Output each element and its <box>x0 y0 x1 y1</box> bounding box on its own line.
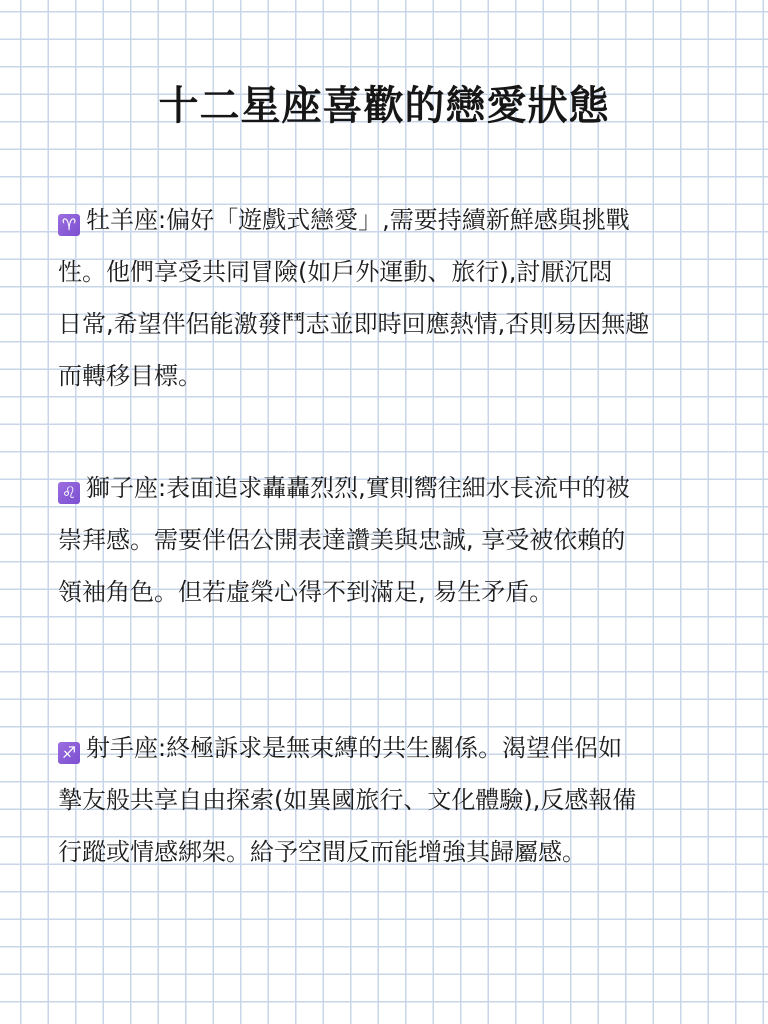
text-line: 摯友般共享自由探索(如異國旅行、文化體驗),反感報備 <box>58 786 637 814</box>
section-text: 獅子座:表面追求轟轟烈烈,實則嚮往細水長流中的被 <box>86 474 630 502</box>
section-sagittarius <box>58 722 718 878</box>
text-line: 崇拜感。需要伴侶公開表達讚美與忠誠, 享受被依賴的 <box>58 526 626 554</box>
leo-icon: ♌ <box>58 482 80 504</box>
sagittarius-icon: ♐ <box>58 742 80 764</box>
text-line <box>58 462 718 514</box>
page-title: 十二星座喜歡的戀愛狀態 <box>158 83 610 129</box>
text-line <box>58 194 718 246</box>
text-line: 性。他們享受共同冒險(如戶外運動、旅行),討厭沉悶 <box>58 258 613 286</box>
text-line <box>58 722 718 774</box>
section-text: 牡羊座:偏好「遊戲式戀愛」,需要持續新鮮感與挑戰 <box>86 206 630 234</box>
section-aries <box>58 194 718 402</box>
aries-icon: ♈ <box>58 214 80 236</box>
text-line: 行蹤或情感綁架。給予空間反而能增強其歸屬感。 <box>58 838 586 866</box>
text-line: 領袖角色。但若虛榮心得不到滿足, 易生矛盾。 <box>58 578 554 606</box>
text-line: 日常,希望伴侶能激發鬥志並即時回應熱情,否則易因無趣 <box>58 310 650 338</box>
section-text: 射手座:終極訴求是無束縛的共生關係。渴望伴侶如 <box>86 734 623 762</box>
text-line: 而轉移目標。 <box>58 362 202 390</box>
section-leo <box>58 462 718 618</box>
